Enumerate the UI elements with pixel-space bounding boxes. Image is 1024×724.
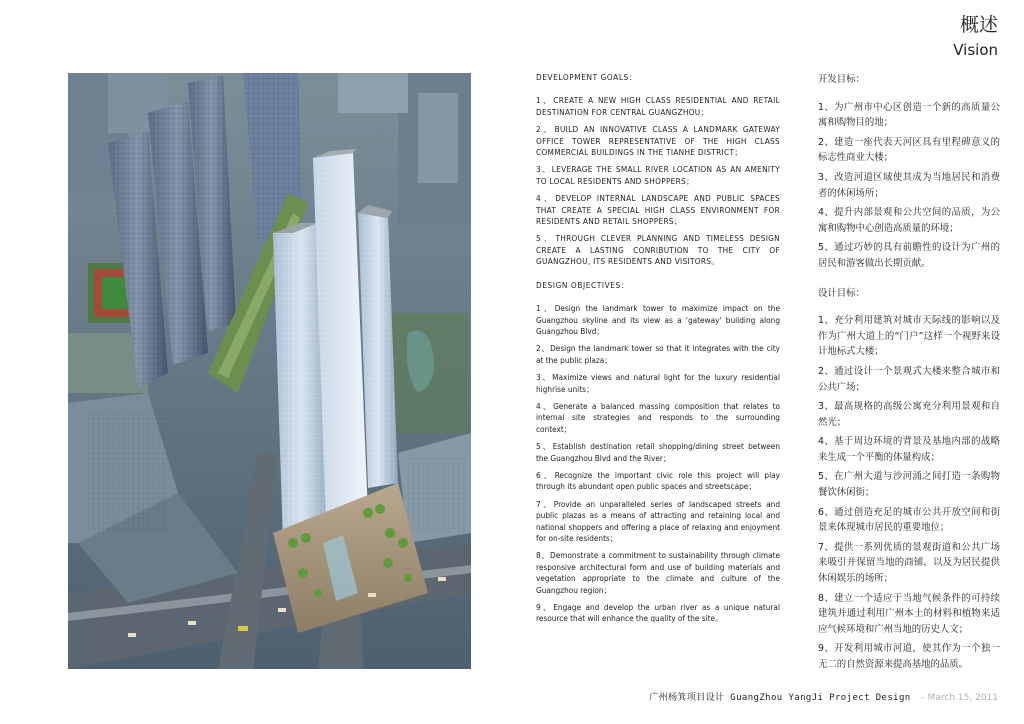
title-english: Vision bbox=[953, 41, 998, 59]
objective-item-zh: 1、充分利用建筑对城市天际线的影响以及作为广州大道上的“门户”这样一个视野来设计地标式大楼； bbox=[818, 315, 1000, 358]
rendering-image bbox=[68, 73, 471, 669]
objective-item-en: 3、Maximize views and natural light for the luxury residential highrise units； bbox=[536, 372, 780, 394]
english-text-column bbox=[536, 72, 780, 631]
goal-item-zh: 1、为广州市中心区创造一个新的高质量公寓和购物目的地； bbox=[818, 101, 1000, 129]
objective-item-en: 1、Design the landmark tower to maximize impact on the Guangzhou skyline and its view as a 'gateway' building along Guangzhou Blvd； bbox=[536, 303, 780, 336]
goal-item-zh: 3、改造河道区域使其成为当地居民和消费者的休闲场所； bbox=[818, 171, 1000, 199]
objective-item-zh: 8、建立一个适应于当地气候条件的可持续建筑并通过利用广州本土的材料和植物来适应气候环境和广州当地的历史人文； bbox=[818, 592, 1000, 635]
goal-item-en: 2、BUILD AN INNOVATIVE CLASS A LANDMARK GATEWAY OFFICE TOWER REPRESENTATIVE OF THE HIGH CLASS COMMERCIAL BUILDINGS IN THE TIANHE DISTRICT； bbox=[536, 124, 780, 158]
goal-item-zh: 4、提升内部景观和公共空间的品质，为公寓和购物中心创造高质量的环境； bbox=[818, 207, 1000, 234]
goals-heading-zh: 开发目标： bbox=[818, 74, 865, 85]
footer-date: - March 15, 2011 bbox=[921, 693, 998, 703]
objectives-heading-zh: 设计目标： bbox=[818, 287, 865, 299]
objective-item-zh: 5、在广州大道与沙河涌之间打造一条购物餐饮休闲街； bbox=[818, 471, 1000, 499]
objective-item-en: 8、Demonstrate a commitment to sustainability through climate responsive architectural form and use of building materials and vegetation appropriate to the climate and culture of the Guangzhou region； bbox=[536, 550, 780, 595]
objective-item-en: 6、Recognize the important civic role this project will play through its abundant open public spaces and streetscape； bbox=[536, 469, 780, 492]
objective-item-en: 2、Design the landmark tower so that it integrates with the city at the public plaza； bbox=[536, 343, 780, 365]
goal-item-en: 5、THROUGH CLEVER PLANNING AND TIMELESS DESIGN CREATE A LASTING CONRIBUTION TO THE CITY OF GUANGZHOU, ITS RESIDENTS AND VISITORS。 bbox=[536, 233, 780, 267]
objective-item-zh: 7、提供一系列优质的景观街道和公共广场来吸引并保留当地的商铺，以及为居民提供休闲娱乐的场所； bbox=[818, 541, 1000, 585]
page-title bbox=[953, 14, 998, 60]
objective-item-zh: 3、最高规格的高级公寓充分利用景观和自然光； bbox=[818, 401, 1000, 428]
goal-item-zh: 2、建造一座代表天河区具有里程碑意义的标志性商业大楼； bbox=[818, 136, 1000, 164]
objectives-heading-en: DESIGN OBJECTIVES： bbox=[536, 279, 630, 290]
objective-item-zh: 2、通过设计一个景观式大楼来整合城市和公共广场； bbox=[818, 365, 1000, 393]
section-spacer bbox=[818, 276, 1000, 286]
objective-item-en: 5、Establish destination retail shopping/dining street between the Guangzhou Blvd and the River； bbox=[536, 441, 780, 463]
goal-item-en: 3、LEVERAGE THE SMALL RIVER LOCATION AS AN AMENITY TO LOCAL RESIDENTS AND SHOPPERS； bbox=[536, 164, 780, 186]
goals-heading-en: DEVELOPMENT GOALS： bbox=[536, 72, 638, 82]
goal-item-en: 4、DEVELOP INTERNAL LANDSCAPE AND PUBLIC SPACES THAT CREATE A SPECIAL HIGH CLASS ENVIRONMENT FOR RESIDENTS AND RETAIL SHOPPERS； bbox=[536, 193, 780, 227]
objective-item-en: 4、Generate a balanced massing composition that relates to internal site strategies and responds to the surrounding context； bbox=[536, 400, 780, 434]
goal-item-en: 1、CREATE A NEW HIGH CLASS RESIDENTIAL AND RETAIL DESTINATION FOR CENTRAL GUANGZHOU； bbox=[536, 95, 780, 117]
page-footer bbox=[649, 690, 998, 703]
architectural-rendering bbox=[68, 73, 471, 669]
objective-item-zh: 4、基于周边环境的背景及基地内部的战略来生成一个平衡的体量构成； bbox=[818, 436, 1000, 463]
goal-item-zh: 5、通过巧妙的具有前瞻性的设计为广州的居民和游客做出长期贡献。 bbox=[818, 242, 1000, 269]
objective-item-zh: 6、通过创造充足的城市公共开放空间和街景来体现城市居民的重要地位； bbox=[818, 506, 1000, 534]
title-chinese: 概述 bbox=[959, 14, 998, 36]
chinese-text-column bbox=[818, 72, 1000, 677]
objective-item-zh: 9、开发利用城市河道，使其作为一个独一无二的自然资源来提高基地的品质。 bbox=[818, 643, 1000, 670]
objective-item-en: 9、Engage and develop the urban river as a unique natural resource that will enhance the quality of the site。 bbox=[536, 602, 780, 624]
objective-item-en: 7、Provide an unparalleled series of landscaped streets and public plazas as a means of attracting and retaining local and national shoppers and offering a place of relaxing and enjoyment for on-site residents； bbox=[536, 498, 780, 543]
footer-project-name: 广州杨箕项目设计 GuangZhou YangJi Project Design bbox=[649, 693, 911, 703]
